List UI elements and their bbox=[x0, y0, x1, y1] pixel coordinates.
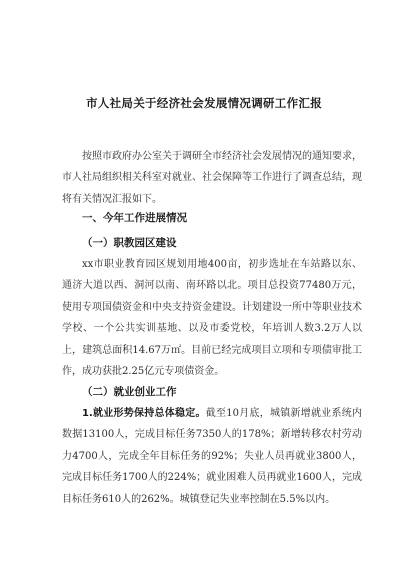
subsection-heading-employment: （二）就业创业工作 bbox=[82, 386, 177, 398]
vocational-park-paragraph: xx市职业教育园区规划用地400亩，初步选址在车站路以东、通济大道以西、洞河以南、南环路以北。项目总投资77480万元，使用专项国债资金和中央支持资金建设。计划建设一所中等职业技术学校、一个公共实训基地、以及市委党校，年培训人数3.2万人以上，建筑总面积14.67万㎡。目前已经完成项目立项和专项债审批工作，成功获批2.25亿元专项债资金。 bbox=[62, 259, 362, 378]
subsection-heading-vocational-park: （一）职教园区建设 bbox=[82, 237, 177, 249]
intro-paragraph: 按照市政府办公室关于调研全市经济社会发展情况的通知要求，市人社局组织相关科室对就业、社会保障等工作进行了调查总结，现将有关情况汇报如下。 bbox=[62, 151, 362, 205]
employment-paragraph bbox=[62, 403, 362, 510]
document-title: 市人社局关于经济社会发展情况调研工作汇报 bbox=[86, 96, 322, 110]
employment-body-text: 截至10月底，城镇新增就业系统内数据13100人，完成目标任务7350人的178%；新增转移农村劳动力4700人，完成全年目标任务的92%；失业人员再就业3800人，完成目标任务1700人的224%；就业困难人员再就业1600人，完成目标任务610人的262%。城镇登记失业率控制在5.5%以内。 bbox=[62, 408, 362, 505]
section-heading-progress: 一、今年工作进展情况 bbox=[82, 212, 187, 224]
employment-lead-sentence: 1.就业形势保持总体稳定。 bbox=[82, 408, 206, 419]
